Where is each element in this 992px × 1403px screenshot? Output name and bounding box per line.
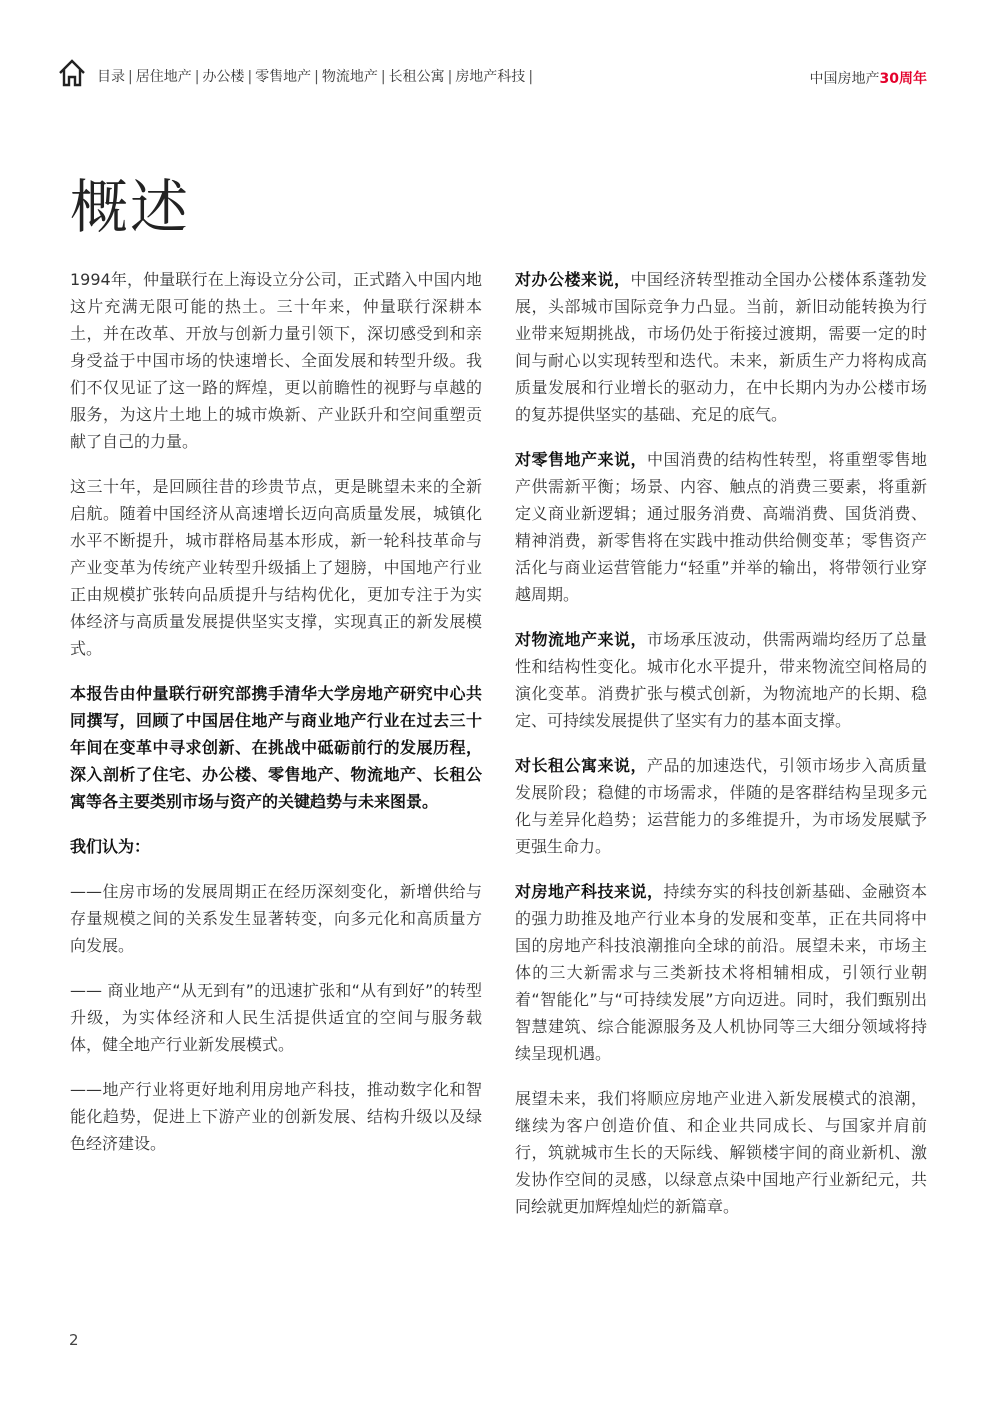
section-nav bbox=[97, 66, 536, 86]
nav-separator: | bbox=[247, 69, 253, 85]
nav-item-retail[interactable]: 零售地产 bbox=[255, 69, 312, 85]
point-commercial: —— 商业地产“从无到有”的迅速扩张和“从有到好”的转型升级，为实体经济和人民生活提供适宜的空间与服务载体，健全地产行业新发展模式。 bbox=[70, 981, 482, 1054]
brand-prefix: 中国房地产 bbox=[809, 71, 880, 87]
nav-separator: | bbox=[314, 69, 319, 85]
nav-item-proptech[interactable]: 房地产科技 bbox=[455, 69, 526, 85]
nav-separator: | bbox=[380, 69, 386, 85]
nav-separator: | bbox=[447, 69, 453, 85]
brand-label bbox=[810, 68, 927, 88]
retail-text: 中国消费的结构性转型，将重塑零售地产供需新平衡；场景、内容、触点的消费三要素，将重新定义商业新逻辑；通过服务消费、高端消费、国货消费、精神消费，新零售将在实践中推动供给侧变革；零售资产活化与商业运营管能力“轻重”并举的输出，将带领行业穿越周期。 bbox=[515, 450, 927, 604]
left-column bbox=[70, 266, 482, 1175]
proptech-lead: 对房地产科技来说， bbox=[515, 882, 664, 901]
office-lead: 对办公楼来说， bbox=[515, 270, 631, 289]
intro-paragraph: 1994年，仲量联行在上海设立分公司，正式踏入中国内地这片充满无限可能的热土。三十年来，仲量联行深耕本土，并在改革、开放与创新力量引领下，深切感受到和亲身受益于中国市场的快速增长、全面发展和转型升级。我们不仅见证了这一路的辉煌，更以前瞻性的视野与卓越的服务，为这片土地上的城市焕新、产业跃升和空间重塑贡献了自己的力量。 bbox=[70, 270, 482, 451]
nav-separator: | bbox=[528, 69, 534, 85]
report-summary-paragraph: 本报告由仲量联行研究部携手清华大学房地产研究中心共同撰写，回顾了中国居住地产与商业地产行业在过去三十年间在变革中寻求创新、在挑战中砥砺前行的发展历程，深入剖析了住宅、办公楼、零售地产、物流地产、长租公寓等各主要类别市场与资产的关键趋势与未来图景。 bbox=[70, 684, 482, 811]
logistics-lead: 对物流地产来说， bbox=[515, 630, 647, 649]
page-title: 概述 bbox=[70, 173, 191, 241]
top-navigation-bar bbox=[57, 58, 927, 92]
retail-lead: 对零售地产来说， bbox=[515, 450, 647, 469]
home-icon[interactable] bbox=[57, 58, 87, 88]
page-number: 2 bbox=[69, 1331, 79, 1349]
nav-item-rental-apartments[interactable]: 长租公寓 bbox=[388, 69, 445, 85]
point-residential: ——住房市场的发展周期正在经历深刻变化，新增供给与存量规模之间的关系发生显著转变，向多元化和高质量方向发展。 bbox=[70, 882, 482, 955]
office-text: 中国经济转型推动全国办公楼体系蓬勃发展，头部城市国际竞争力凸显。当前，新旧动能转换为行业带来短期挑战，市场仍处于衔接过渡期，需要一定的时间与耐心以实现转型和迭代。未来，新质生产力将构成高质量发展和行业增长的驱动力，在中长期内为办公楼市场的复苏提供坚实的基础、充足的底气。 bbox=[515, 270, 927, 424]
logistics-text: 市场承压波动，供需两端均经历了总量性和结构性变化。城市化水平提升，带来物流空间格局的演化变革。消费扩张与模式创新，为物流地产的长期、稳定、可持续发展提供了坚实有力的基本面支撑。 bbox=[515, 630, 927, 730]
proptech-paragraph bbox=[515, 878, 927, 1067]
apartment-lead: 对长租公寓来说， bbox=[515, 756, 647, 775]
nav-separator: | bbox=[128, 69, 133, 85]
we-believe-heading: 我们认为： bbox=[70, 837, 151, 856]
brand-accent: 30周年 bbox=[879, 71, 927, 87]
nav-separator: | bbox=[194, 69, 200, 85]
nav-item-office[interactable]: 办公楼 bbox=[202, 69, 245, 85]
nav-item-logistics[interactable]: 物流地产 bbox=[321, 69, 378, 85]
context-paragraph: 这三十年，是回顾往昔的珍贵节点，更是眺望未来的全新启航。随着中国经济从高速增长迈向高质量发展，城镇化水平不断提升，城市群格局基本形成，新一轮科技革命与产业变革为传统产业转型升级插上了翅膀，中国地产行业正由规模扩张转向品质提升与结构优化，更加专注于为实体经济与高质量发展提供坚实支撑，实现真正的新发展模式。 bbox=[70, 477, 482, 658]
closing-paragraph: 展望未来，我们将顺应房地产业进入新发展模式的浪潮，继续为客户创造价值、和企业共同成长、与国家并肩前行，筑就城市生长的天际线、解锁楼宇间的商业新机、激发协作空间的灵感，以绿意点染中国地产行业新纪元，共同绘就更加辉煌灿烂的新篇章。 bbox=[515, 1089, 927, 1216]
nav-item-residential[interactable]: 居住地产 bbox=[135, 69, 192, 85]
apartment-text: 产品的加速迭代，引领市场步入高质量发展阶段；稳健的市场需求，伴随的是客群结构呈现多元化与差异化趋势；运营能力的多维提升，为市场发展赋予更强生命力。 bbox=[515, 756, 927, 856]
retail-paragraph bbox=[515, 446, 927, 608]
nav-item-contents[interactable]: 目录 bbox=[97, 69, 125, 85]
proptech-text: 持续夯实的科技创新基础、金融资本的强力助推及地产行业本身的发展和变革，正在共同将中国的房地产科技浪潮推向全球的前沿。展望未来，市场主体的三大新需求与三类新技术将相辅相成，引领行业朝着“智能化”与“可持续发展”方向迈进。同时，我们甄别出智慧建筑、综合能源服务及人机协同等三大细分领域将持续呈现机遇。 bbox=[515, 882, 927, 1063]
right-column bbox=[515, 266, 927, 1238]
apartment-paragraph bbox=[515, 752, 927, 860]
office-paragraph bbox=[515, 266, 927, 428]
logistics-paragraph bbox=[515, 626, 927, 734]
point-proptech: ——地产行业将更好地利用房地产科技，推动数字化和智能化趋势，促进上下游产业的创新发展、结构升级以及绿色经济建设。 bbox=[70, 1080, 482, 1153]
